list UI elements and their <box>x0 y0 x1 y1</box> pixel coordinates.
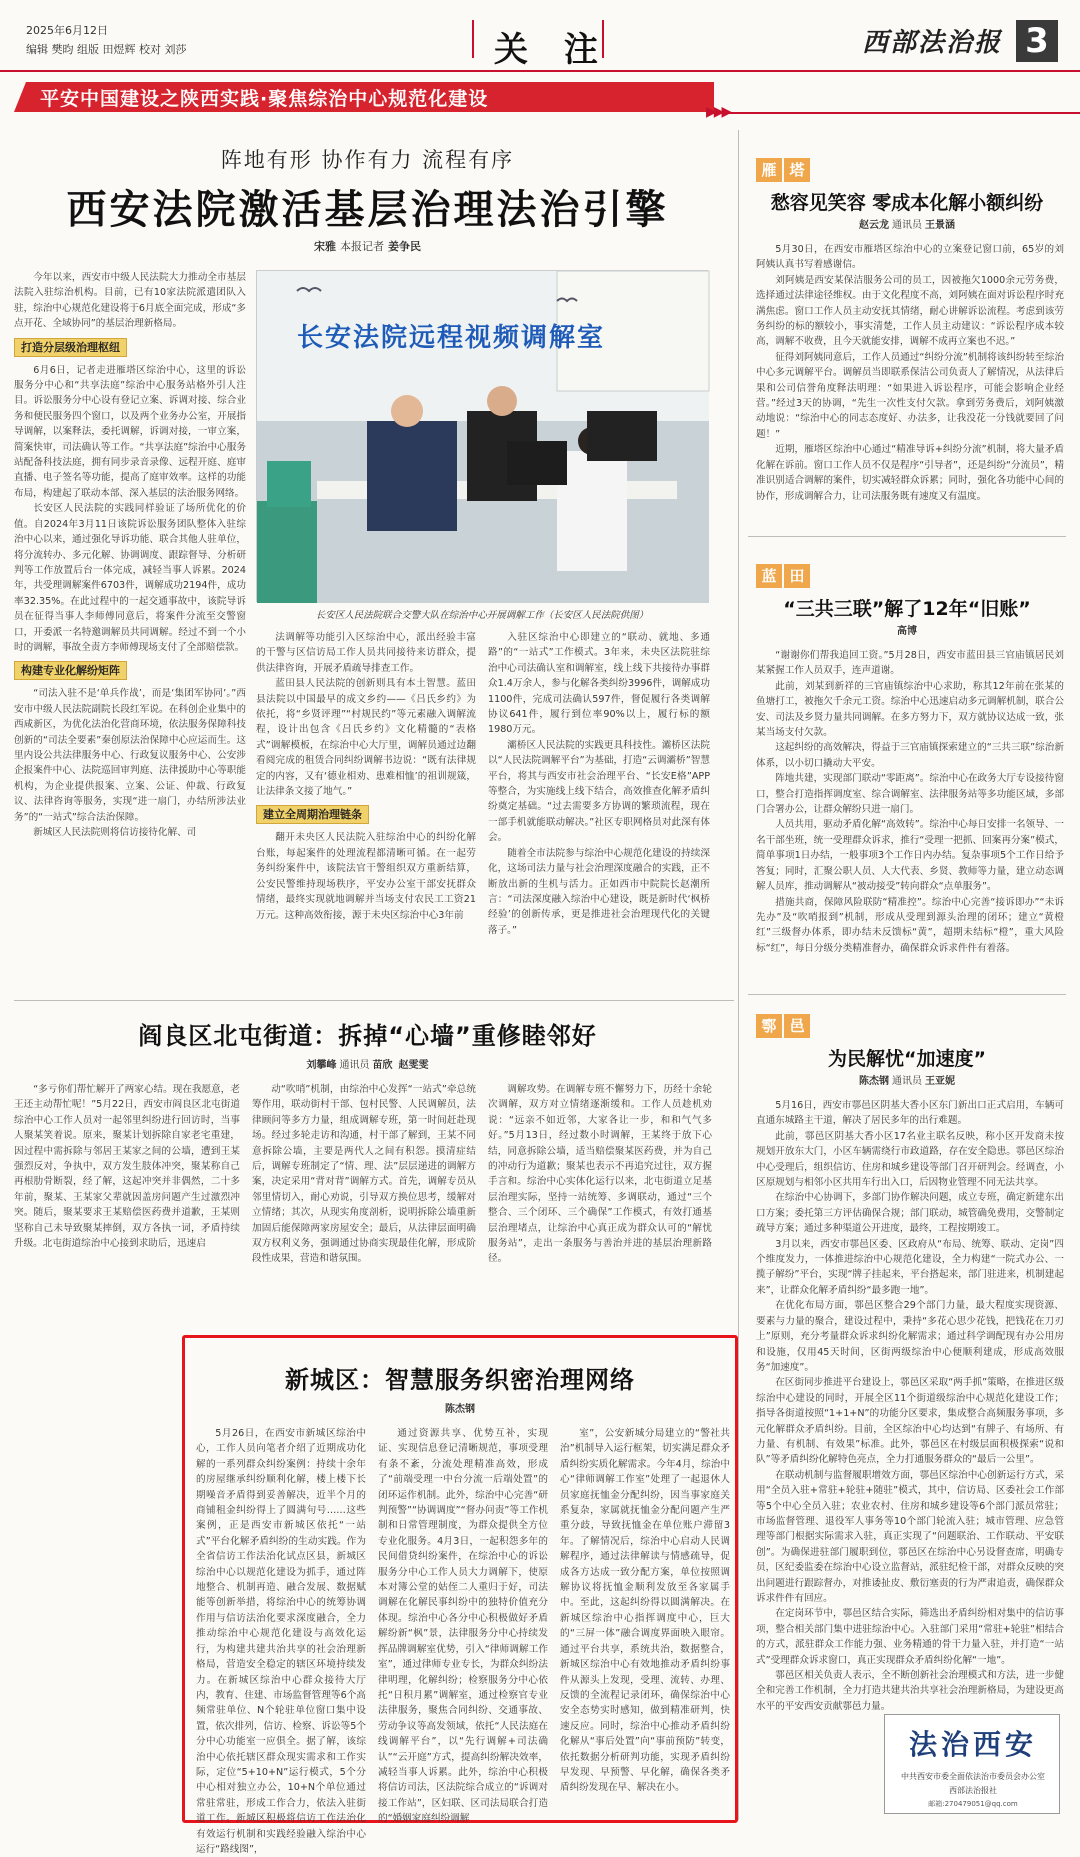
article-byline: 高博 <box>897 626 917 637</box>
article-photo <box>256 270 708 602</box>
paragraph: 新城区人民法院则将信访接待化解、司 <box>33 827 197 838</box>
location-tag: 鄠 邑 <box>756 1014 812 1038</box>
article-title: 阎良区北屯街道：拆掉“心墙”重修睦邻好 <box>138 1022 597 1050</box>
stamp-line: 邮箱:270479051@qq.com <box>928 1800 1018 1808</box>
section-heading: 打造分层级治理枢纽 <box>14 338 246 357</box>
stamp-title: 法治西安 <box>908 1728 1037 1761</box>
paragraph: 入驻区综治中心即建立的“联动、就地、多通路”的“一站式”工作模式。3年来，未央区法院驻综治中心司法确认室和调解室，线上线下共接待办事群众1.4万余人，参与化解各类纠纷3996件，调解成功1100件，完成司法确认597件，督促履行各类调解协议641件，履行到位率90%以上，履行标的额1980万元。 <box>488 632 710 736</box>
paragraph: 通过资源共享、优势互补，实现证、实现信息登记清晰规范，事项受理有条不紊，分流处理精准高效，形成了“前端受理一中台分流一后端处置”的闭环运作机制。此外，综治中心完善“研判预警”“协调调度”“督办问责”等工作机制和日常管理制度，为群众提供全方位专业化服务。4月3日，一起积怨多年的民间借贷纠纷案件，在综治中心的诉讼服务分中心工作人员大力调解下，使原本对簿公堂的姑侄二人重归于好，司法调解在化解民事纠纷中的独特价值充分体现。综治中心各分中心积极做好矛盾解纷新“枫”景，法律服务分中心持续发挥品牌调解室优势，引入“律师调解工作室”，通过律师专业专长，为群众纠纷法律明理，化解纠纷；检察服务分中心依托“日积月累”调解室，通过检察官专业法律服务，聚焦合同纠纷、交通事故、劳动争议等高发领域，依托“人民法庭在线调解平台”，以“先行调解+司法确认”“云开庭”方式，提高纠纷解决效率，减轻当事人诉累。此外，综治中心积极将信访司法，区法院综合成立的“诉调对接工作站”，区妇联、区司法局联合打造的“婚姻家庭纠纷调解 <box>378 1428 548 1825</box>
article-column <box>14 1082 240 1314</box>
article-column <box>560 1426 730 1814</box>
article-headline: 西安法院激活基层治理法治引擎 <box>66 187 669 233</box>
article-column <box>756 242 1064 524</box>
paragraph: 人员共用，驱动矛盾化解“高效转”。综治中心每日安排一名领导、一名干部坐班，统一受理群众诉求，推行“受理一把抓、回案再分案”模式，简单事项1日办结，一般事项3个工作日内办结。复杂事项5个工作日给予答复；同时，汇聚公职人员、人大代表、乡贤、教师等力量，建立动态调解人员库，推动调解从“被动接受”转向群众“点单服务”。 <box>756 819 1064 893</box>
paragraph: 在优化布局方面，鄠邑区整合29个部门力量，最大程度实现资源、要素与力量的聚合，建设过程中，秉持“多花心思少花钱，把钱花在刀刃上”原则，充分考量群众诉求纠纷化解需求；通过科学调配现有办公用房和设施，仅用45天时间，区街两级综治中心便顺利建成，形成高效服务“加速度”。 <box>756 1300 1064 1373</box>
byline-name: 宋雅 <box>314 240 336 253</box>
article-title: 新城区：智慧服务织密治理网络 <box>285 1366 635 1394</box>
article-byline: 陈杰钢 通讯员 王亚妮 <box>859 1076 955 1087</box>
paragraph: 动“吹哨”机制，由综治中心发挥“一站式”牵总统筹作用，联动街村干部、包村民警、人民调解员，法律顾问等多方力量，组成调解专班，第一时间赶赴现场。经过多轮走访和沟通，村干部了解到，王某不同意拆除公墙，主要是两代人之间有积怨。摸清症结后，调解专班制定了“情、理、法”层层递进的调解方案，决定采用“背对背”调解方式。首先，调解专员从邻里情切入，耐心劝说，引导双方换位思考，缓解对立情绪；其次，从现实角度剖析，说明拆除公墙重新加固后能保障两家房屋安全；最后，从法律层面明确双方权利义务，强调通过协商实现最佳化解，形成阶段性成果，营造和谐氛围。 <box>252 1084 476 1265</box>
paragraph: “多亏你们帮忙解开了两家心结。现在我愿意，老王还主动帮忙呢！”5月22日，西安市阎良区北屯街道综治中心工作人员对一起邻里纠纷进行回访时，当事人聚某笑着说。原来，聚某计划拆除自家老宅重建，因过程中需拆除与邻居王某家之间的公墙，遭到王某强烈反对，争执中，双方发生肢体冲突，聚某称自己再根肋骨断裂，经了解，这起冲突并非偶然，二十多年前，聚某、王某家父辈就因盖房问题产生过激烈冲突。随后，聚某要求王某赔偿医药费并道歉，王某则坚称自己未导致聚某摔倒，双方各执一词，矛盾持续升级。北屯街道综治中心接到求助后，迅速启 <box>14 1084 240 1250</box>
article-column <box>196 1426 366 1855</box>
stamp-line: 西部法治报社 <box>949 1786 997 1795</box>
byline-role: 本报记者 <box>340 240 384 253</box>
banner-title: 平安中国建设之陕西实践·聚焦综治中心规范化建设 <box>40 88 489 110</box>
paragraph: 今年以来，西安市中级人民法院大力推动全市基层法院入驻综治机构。目前，已有10家法院派遣团队入驻，综治中心规范化建设将于6月底全面完成，形成“多点开花、全域协同”的基层治理新格局。 <box>14 272 246 330</box>
article-column <box>756 1712 880 1822</box>
article-column <box>756 648 1064 986</box>
location-tag: 蓝 田 <box>756 564 812 588</box>
column-divider <box>738 130 739 1820</box>
page-number: 3 <box>1016 20 1058 62</box>
article-byline <box>0 238 735 254</box>
paragraph: 5月26日，在西安市新城区综治中心，工作人员向笔者介绍了近期成功化解的一系列群众纠纷案例：持续十余年的房屋继承纠纷顺利化解，楼上楼下长期噪音矛盾得到妥善解决，近半个月的商铺租金纠纷得上了圆满句号……这些案例，正是西安市新城区依托“一站式”平台化解矛盾纠纷的生动实践。作为全省信访工作法治化试点区县，新城区综治中心以规范化建设为抓手，通过阵地整合、机制再造、融合发展、数据赋能等创新举措，将综治中心的统筹协调作用与信访法治化要求深度融合，全力推动综治中心规范化建设与高效化运行，为构建共建共治共享的社会治理新格局，营造安全稳定的辖区环境持续发力。在新城区综治中心群众接待大厅内，教育、住建、市场监督管理等6个高频常驻单位、N个轮驻单位窗口集中设置，依次排列，信访、检察、诉讼等5个分中心功能室一应俱全。据了解，该综治中心依托辖区群众现实需求和工作实际，定位“5+10+N”运行模式，5个分中心相对独立办公，10+N个单位通过常驻常驻，形成工作合力，依法入驻街道工作。新城区积极将信访工作法治化有效运行机制和实践经验融入综治中心运行“路线图”， <box>196 1428 366 1855</box>
paragraph: 法调解等功能引入区综治中心，派出经验丰富的干警与区信访局工作人员共同接待来访群众，提供法律咨询，开展矛盾疏导排查工作。 <box>256 632 476 674</box>
paragraph: 长安区人民法院的实践同样验证了场所优化的价值。自2024年3月11日该院诉讼服务团队整体入驻综治中心以来，通过强化导诉功能、联合其他人驻单位，将分流转办、多元化解、协调调度、跟踪督导、分析研判等工作放置后台一体完成，减轻当事人诉累。2024年，共受理调解案件6703件，调解成功2194件，成功率32.35%。在此过程中的一起交通事故中，该院导诉员在征得当事人李师傅同意后，将案件分流至交警窗口，开委派一名特邀调解员共同调解。经过不到一个小时的调解，事故全责方李师傅现场支付了全部赔偿款。 <box>14 503 246 653</box>
article-column <box>756 1098 1064 1712</box>
paragraph: 翻开未央区人民法院入驻综治中心的纠纷化解台账，每起案件的处理流程都清晰可循。在一起劳务纠纷案件中，该院法官干警组织双方重新结算，公安民警维持现场秩序，平安办公室干部安抚群众情绪，最终实现就地调解并当场支付农民工工资21万元。这种高效衔接，源于未央区综治中心3年前 <box>256 832 476 921</box>
paragraph: 阵地共建，实现部门联动“零距离”。综治中心在政务大厅专设接待窗口，整合打造指挥调度室、综合调解室、法律服务站等多功能区域，多部门合署办公，让群众解纷只进一扇门。 <box>756 773 1064 816</box>
paragraph: 在定岗环节中，鄠邑区结合实际，筛选出矛盾纠纷相对集中的信访事项，整合相关部门集中进驻综治中心。入驻部门采用“常驻+轮驻”相结合的方式，派驻群众工作能力强、业务精通的骨干力量入驻，并打造“一站式”受理群众诉求窗口，真正实现群众矛盾纠纷化解“一地”。 <box>756 1608 1064 1666</box>
paragraph: 鄠邑区相关负责人表示，全不断创新社会治理模式和方法，进一步健全和完善工作机制，全力打造共建共治共享社会治理新格局，为建设更高水平的平安西安贡献鄠邑力量。 <box>756 1670 1064 1712</box>
paragraph: 这起纠纷的高效解决，得益于三官庙镇探索建立的“三共三联”综治新体系，以小切口撬动大平安。 <box>756 742 1064 769</box>
section-heading: 建立全周期治理链条 <box>256 805 476 824</box>
section-divider <box>748 536 1066 537</box>
banner-rule <box>714 112 1080 114</box>
article-column <box>14 270 246 990</box>
paragraph: 措施共商，保障风险联防“精准控”。综治中心完善“接诉即办”“未诉先办”及“吹哨报到”机制，形成从受理到源头治理的闭环；建立“黄橙红”三级督办体系，即办结未反馈标“黄”，超期未结标“橙”，重大风险标“红”，每日分级分类精准督办，确保群众诉求件件有着落。 <box>756 896 1064 954</box>
article-byline: 刘攀峰 通讯员 苗欣 赵雯雯 <box>306 1060 429 1071</box>
paragraph: 此前，鄠邑区阴基大香小区17名业主联名反映，称小区开发商未按规划开放东大门，小区车辆需绕行市政道路，存在安全隐患。鄠邑区综治中心受理后，组织信访、住房和城乡建设等部门召开研判会。经调查，小区原规划与相邻小区共用车行出入口，后因物业管理不同无法共享。 <box>756 1130 1064 1189</box>
paragraph: 5月16日，西安市鄠邑区阴基大香小区东门新出口正式启用，车辆可直通东城路主干道，解决了居民多年的出行难题。 <box>756 1100 1064 1127</box>
masthead-rule <box>0 70 1080 72</box>
article-subhead: 阵地有形 协作有力 流程有序 <box>220 148 515 172</box>
editor-credits: 编辑 樊昀 组版 田煜辉 校对 刘莎 <box>26 43 187 56</box>
masthead-divider <box>472 20 474 58</box>
byline-name: 姜争民 <box>388 240 421 253</box>
paragraph: 室”，公安新城分局建立的“警社共治”机制导入运行框架，切实满足群众矛盾纠纷实质化解需求。今年4月，综治中心“律师调解工作室”处理了一起退休人员家庭抚恤金分配纠纷，因当事家庭关系复杂，家属就抚恤金分配问题产生严重分歧，导致抚恤金在单位账户滞留3年。了解情况后，综治中心启动人民调解程序，通过法律解读与情感疏导，促成各方达成一致分配方案，单位按照调解协议将抚恤金顺利发放至各家属手中。至此，这起纠纷得以圆满解决。在新城区综治中心指挥调度中心，巨大的“三屏一体”融合调度界面映入眼帘。通过平台共享，系统共治，数据整合，新城区综治中心有效地推动矛盾纠纷事件从源头上发现，受理、流转、办理、反馈的全流程记录闭环，确保综治中心安全态势实时感知，做到精准研判，快速反应。同时，综治中心推动矛盾纠纷化解从“事后处置”向“事前预防”转变，依托数据分析研判功能，实现矛盾纠纷早发现、早预警、早化解，确保各类矛盾纠纷发现在早、解决在小。 <box>560 1428 730 1794</box>
paragraph: 在联动机制与监督履职增效方面，鄠邑区综治中心创新运行方式，采用“全员入驻+常驻+轮驻+随驻”模式，其中，信访局、区委社会工作部等5个中心全员入驻；农业农村、住房和城乡建设等6个部门派员常驻；市场监督管理、退役军人事务等10个部门轮流入驻；城市管理、应急管理等部门根据实际需求入驻，真正实现了“问题联治、工作联动、平安联创”。为确保进驻部门履职到位，鄠邑区在综治中心另设督查席，明确专员，区纪委监委在综治中心设立监督站，派驻纪检干部，对群众反映的突出问题进行跟踪督办，对推诿扯皮、敷衍塞责的行为严肃追责，确保群众诉求件件有回应。 <box>756 1469 1064 1604</box>
article-column <box>256 630 476 990</box>
article-title: “三共三联”解了12年“旧账” <box>783 598 1031 620</box>
section-divider <box>748 994 1066 995</box>
paragraph: 3月以来，西安市鄠邑区委、区政府从“布局、统筹、联动、定岗”四个维度发力，一体推进综治中心规范化建设，全力构建“一院式办公、一揽子解纷”平台，实现“牌子挂起来，平台搭起来，部门驻进来，机制建起来”，让群众化解矛盾纠纷“最多跑一地”。 <box>756 1238 1064 1296</box>
article-column <box>488 1082 712 1314</box>
masthead <box>0 0 1080 70</box>
paragraph: 灞桥区人民法院的实践更具科技性。灞桥区法院以“人民法院调解平台”为基础，打造“云调灞桥”智慧平台，将其与西安市社会治理平台、“长安E格”APP等整合，为实施线上线下结合，高效推查化解矛盾纠纷奠定基础。“过去需要多方协调的繁琐流程，现在一部手机就能联动解决。”社区专职网格员对此深有体会。 <box>488 739 710 844</box>
section-divider <box>14 1000 734 1001</box>
article-column <box>252 1082 476 1314</box>
paragraph: 蓝田县人民法院的创新则具有本土智慧。蓝田县法院以中国最早的成文乡约——《吕氏乡约》为依托，将“乡贤评理”“村规民约”等元素融入调解流程，设计出包含《吕氏乡约》文化精髓的“表格式”调解模板，在综治中心大厅里，调解员通过边翻看阅完成的租赁合同纠纷调解书边说：“既有法律规定的内容，又有‘德业相劝、患难相恤’的祖训规箴，让法律条文接了地气。” <box>256 678 476 798</box>
article-column <box>14 1340 174 1820</box>
paragraph: 此前，刘某到新祥的三官庙镇综治中心求助，称其12年前在张某的鱼塘打工，被拖欠千余元工资。综治中心迅速启动多元调解机制，联合公安、司法及乡贤力量共同调解。在多方努力下，双方就协议达成一致，张某当场支付欠款。 <box>756 680 1064 739</box>
paragraph: “谢谢你们帮我追回工资。”5月28日，西安市蓝田县三官庙镇居民刘某紧握工作人员双手，连声道谢。 <box>756 650 1064 677</box>
paragraph: 调解攻势。在调解专班不懈努力下，历经十余轮次调解，双方对立情绪逐渐缓和。工作人员趁机劝说：“远亲不如近邻，大家各让一步，和和气气多好。”5月13日，经过数小时调解，王某终于放下心结，同意拆除公墙，适当赔偿聚某医药费，并为自己的冲动行为道歉；聚某也表示不再追究过往，双方握手言和。综治中心实体化运行以来，北屯街道立足基层治理实际，坚持一站统筹、多调联动，通过“三个整合、三个闭环、三个确保”工作模式，有效打通基层治理堵点，让综治中心真正成为群众认可的“解忧服务站”，走出一条服务与善治并进的基层治理新路径。 <box>488 1084 712 1265</box>
article-byline: 赵云龙 通讯员 王景涵 <box>859 220 955 231</box>
paragraph: 在综治中心协调下，多部门协作解决问题，成立专班，确定新建东出口方案；委托第三方评估确保合规；部门联动，城管确免费用，交警制定疏导方案；通过多种渠道公开进度，最终，工程按期竣工。 <box>756 1192 1064 1235</box>
paragraph: 6月6日，记者走进雁塔区综治中心，这里的诉讼服务分中心和“共享法庭”综治中心服务站格外引人注目。诉讼服务分中心设有登记立案、诉调对接、综合业务和便民服务四个窗口，以及两个业务办公室，开展指导调解，以案释法，委托调解，诉调对接，一审立案，简案快审，司法确认等工作。“共享法庭”综治中心服务站配备科技法庭，拥有同步录音录像、远程开庭、庭审直播、电子签名等功能，提高了庭审效率。这样的功能布局，构建起了联动本部、深入基层的法治服务网络。 <box>14 364 246 499</box>
photo-caption: 长安区人民法院联合交警大队在综治中心开展调解工作（长安区人民法院供图） <box>315 610 649 621</box>
location-tag: 雁 塔 <box>756 158 812 182</box>
paragraph: 随着全市法院参与综治中心规范化建设的持续深化，这场司法力量与社会治理深度融合的实践，正不断放出新的生机与活力。正如西市中院院长赵潮所言：“司法深度融入综治中心建设，既是新时代‘枫桥经验’的创新传承，更是推进社会治理现代化的关键落子。” <box>488 847 710 936</box>
stamp-line: 中共西安市委全面依法治市委员会办公室 <box>901 1772 1045 1781</box>
paragraph: 近期，雁塔区综治中心通过“精准导诉+纠纷分流”机制，将大量矛盾化解在诉前。窗口工作人员不仅是程序“引导者”，还是纠纷“分流员”，精准识别适合调解的案件，切实减轻群众诉累；同时，强化各功能中心间的协作，形成调解合力，让司法服务既有速度又有温度。 <box>756 444 1064 502</box>
issue-date: 2025年6月12日 <box>26 24 108 37</box>
photo-sign-text: 长安法院远程视频调解室 <box>297 323 606 353</box>
paragraph: 5月30日，在西安市雁塔区综治中心的立案登记窗口前，65岁的刘阿姨认真书写着感谢信。 <box>756 244 1064 271</box>
publisher-stamp <box>884 1714 1060 1814</box>
arrow-icon: ▶▶▶ <box>706 104 730 120</box>
paragraph: 在区街同步推进平台建设上，鄠邑区采取“两手抓”策略，在推进区级综治中心建设的同时，开展全区11个街道级综治中心规范化建设工作；指导各街道按照“1+1+N”的功能分区要求，集成整合高频服务事项，多元化解群众矛盾纠纷。目前，全区综治中心均达到“有牌子、有场所、有力量、有机制、有效果”标准。此外，鄠邑区在村级层面积极探索“说和队”等矛盾纠纷化解特色亮点，全力打通服务群众的“最后一公里”。 <box>756 1377 1064 1466</box>
paragraph: 刘阿姨是西安某保洁服务公司的员工，因被拖欠1000余元劳务费，选择通过法律途径维权。由于文化程度不高，刘阿姨在面对诉讼程序时充满焦虑。窗口工作人员主动安抚其情绪，耐心讲解诉讼流程。考虑到该劳务纠纷的标的额较小，事实清楚，工作人员主动建议：“诉讼程序成本较高，调解不收费，且今天就能安排，调解不成再立案也不迟。” <box>756 274 1064 348</box>
paragraph: “司法入驻不是‘单兵作战’，而是‘集团军协同’。”西安市中级人民法院副院长段红军说。在科创企业集中的西咸新区，为优化法治化营商环境，依法服务保障科技创新的“司法全要素”秦创原法治保障中心应运而生。这里内设公共法律服务中心、行政复议服务中心、公安涉企报案件中心、法院巡回审判庭、法律援助中心等职能机构，为企业提供报案、立案、公证、仲裁、行政复议、法律咨询等服务，实现“进一扇门，办结所涉法业务”的“一站式”综合法治保障。 <box>14 688 246 823</box>
section-name: 关 注 <box>494 30 610 70</box>
article-byline: 陈杰钢 <box>445 1404 475 1415</box>
article-column <box>378 1426 548 1825</box>
section-heading: 构建专业化解纷矩阵 <box>14 661 246 680</box>
paragraph: 征得刘阿姨同意后，工作人员通过“纠纷分流”机制将该纠纷转至综治中心多元调解平台。调解员当即联系保洁公司负责人了解情况，从法律后果和公司信誉角度释法明理：“如果进入诉讼程序，可能会影响企业经营。”经过3天的协调，“先生一次性支付欠款。拿到劳务费后，刘阿姨激动地说：“综治中心的同志态度好、办法多，让我没花一分钱就要回了问题！” <box>756 351 1064 440</box>
newspaper-name: 西部法治报 <box>862 28 1003 58</box>
article-column <box>488 630 710 990</box>
article-title: 愁容见笑容 零成本化解小额纠纷 <box>770 192 1044 214</box>
article-title: 为民解忧“加速度” <box>828 1048 986 1070</box>
